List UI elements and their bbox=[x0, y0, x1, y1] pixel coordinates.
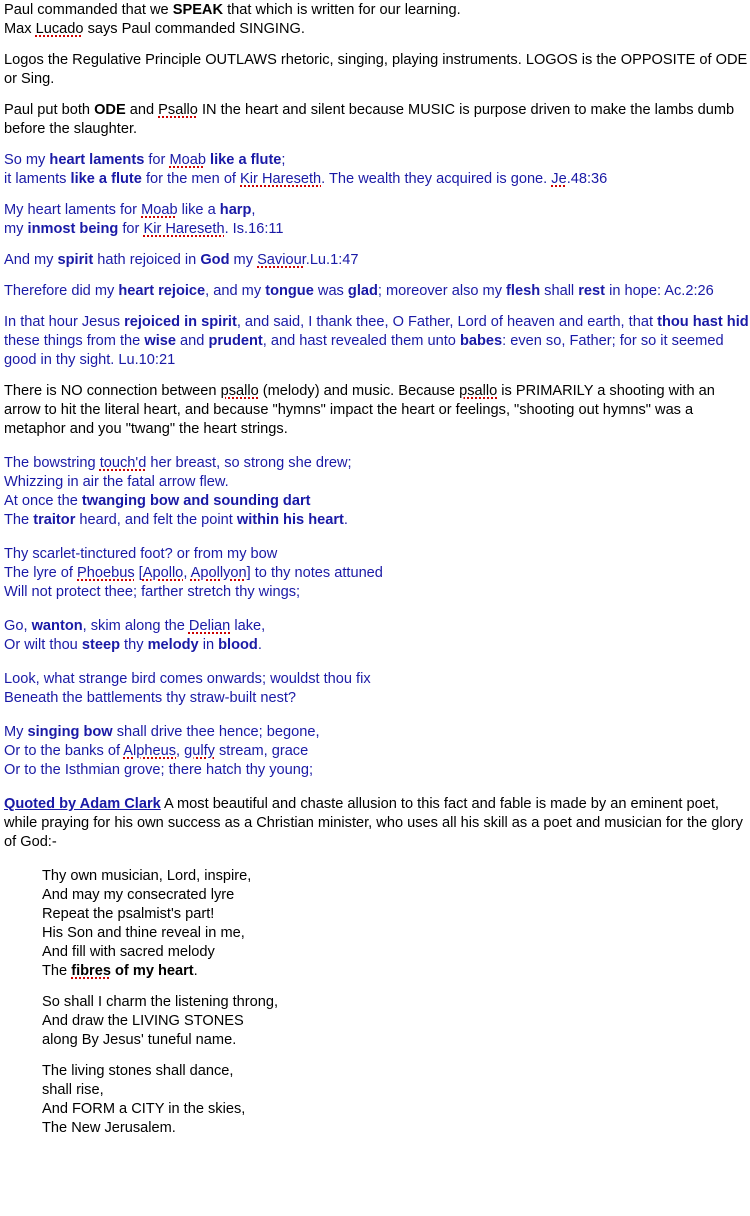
emphasis: glad bbox=[347, 283, 378, 299]
text: , and my bbox=[205, 283, 266, 299]
text: heard, and felt the point bbox=[75, 512, 237, 528]
psallo-paragraph bbox=[4, 382, 750, 439]
emphasis: rejoiced in spirit bbox=[124, 314, 237, 330]
text: lake, bbox=[230, 618, 266, 634]
text: stream, grace bbox=[214, 743, 309, 759]
text: for the men of bbox=[141, 171, 241, 187]
text: , skim along the bbox=[82, 618, 189, 634]
text: Therefore did my bbox=[4, 283, 119, 299]
quote-acts bbox=[4, 282, 750, 301]
emphasis: inmost being bbox=[27, 221, 119, 237]
text: : even so, Father; for so it seemed good in thy sight. Lu.10:21 bbox=[4, 333, 724, 368]
emphasis: thou hast hid bbox=[657, 314, 749, 330]
text: The lyre of bbox=[4, 565, 77, 581]
quote-luke-10 bbox=[4, 313, 750, 370]
text: .Lu.1:47 bbox=[305, 252, 359, 268]
poem-stanza-5 bbox=[4, 723, 750, 780]
text: her breast, so strong she drew; bbox=[146, 455, 352, 471]
spell-flag: Delian bbox=[188, 618, 231, 634]
poem-stanza-3 bbox=[4, 617, 750, 655]
spell-flag: Je bbox=[551, 171, 567, 187]
text: Repeat the psalmist's part! bbox=[42, 906, 215, 922]
text: , bbox=[183, 565, 191, 581]
emphasis: rest bbox=[578, 283, 606, 299]
text: that which is written for our learning. bbox=[223, 2, 461, 18]
text: shall drive thee hence; begone, bbox=[112, 724, 320, 740]
text: ; moreover also my bbox=[377, 283, 507, 299]
emphasis: SPEAK bbox=[172, 2, 224, 18]
text: Will not protect thee; farther stretch thy wings; bbox=[4, 584, 301, 600]
text: The bbox=[42, 963, 72, 979]
text: these things from the bbox=[4, 333, 145, 349]
adam-clark-link[interactable]: Quoted by Adam Clark bbox=[4, 796, 161, 812]
emphasis: within his heart bbox=[236, 512, 344, 528]
emphasis: God bbox=[200, 252, 230, 268]
spell-flag: touch'd bbox=[99, 455, 147, 471]
text: Or wilt thou bbox=[4, 637, 82, 653]
text: ; bbox=[281, 152, 286, 168]
spell-flag: Alpheus bbox=[123, 743, 177, 759]
spell-flag: psallo bbox=[220, 383, 259, 399]
emphasis: wise bbox=[144, 333, 176, 349]
text: My bbox=[4, 724, 28, 740]
emphasis: traitor bbox=[33, 512, 76, 528]
text: my bbox=[4, 221, 28, 237]
emphasis: blood bbox=[218, 637, 258, 653]
emphasis: like a flute bbox=[210, 152, 282, 168]
text: There is NO connection between bbox=[4, 383, 221, 399]
text: My heart laments for bbox=[4, 202, 142, 218]
text: His Son and thine reveal in me, bbox=[42, 925, 245, 941]
text: for bbox=[144, 152, 170, 168]
text: .48:36 bbox=[566, 171, 608, 187]
text: like a bbox=[177, 202, 220, 218]
spell-flag: Kir Hareseth bbox=[240, 171, 322, 187]
text: The bbox=[4, 512, 34, 528]
spell-flag: Apollo bbox=[142, 565, 184, 581]
text: my bbox=[229, 252, 258, 268]
text: Max bbox=[4, 21, 36, 37]
emphasis: tongue bbox=[265, 283, 314, 299]
emphasis: heart rejoice bbox=[118, 283, 206, 299]
spell-flag: Moab bbox=[141, 202, 178, 218]
spell-flag: psallo bbox=[459, 383, 498, 399]
adam-clark-paragraph bbox=[4, 795, 750, 852]
text: was bbox=[313, 283, 348, 299]
text: and bbox=[175, 333, 209, 349]
emphasis: twanging bow and sounding dart bbox=[81, 493, 311, 509]
quote-luke-1 bbox=[4, 251, 750, 270]
spell-flag: Lucado bbox=[35, 21, 84, 37]
text: The living stones shall dance, bbox=[42, 1063, 234, 1079]
text: ] to thy notes attuned bbox=[246, 565, 383, 581]
text: Thy own musician, Lord, inspire, bbox=[42, 868, 252, 884]
text: , and hast revealed them unto bbox=[262, 333, 460, 349]
text: Thy scarlet-tinctured foot? or from my bow bbox=[4, 546, 278, 562]
text: In that hour Jesus bbox=[4, 314, 125, 330]
spell-flag: gulfy bbox=[184, 743, 215, 759]
text: And FORM a CITY in the skies, bbox=[42, 1101, 246, 1117]
emphasis: like a flute bbox=[70, 171, 142, 187]
text: Go, bbox=[4, 618, 32, 634]
text: The bowstring bbox=[4, 455, 100, 471]
text: And fill with sacred melody bbox=[42, 944, 215, 960]
quote-isaiah bbox=[4, 201, 750, 239]
spell-flag: Moab bbox=[169, 152, 206, 168]
text: thy bbox=[119, 637, 148, 653]
emphasis: of my heart bbox=[110, 963, 194, 979]
emphasis: prudent bbox=[208, 333, 263, 349]
text: Paul put both bbox=[4, 102, 95, 118]
text: shall rise, bbox=[42, 1082, 104, 1098]
text: for bbox=[118, 221, 144, 237]
hymn-stanza-2 bbox=[42, 993, 750, 1050]
text: in bbox=[198, 637, 219, 653]
text: shall bbox=[540, 283, 579, 299]
spell-flag: Kir Hareseth bbox=[143, 221, 225, 237]
text: [ bbox=[134, 565, 143, 581]
hymn-stanza-3 bbox=[42, 1062, 750, 1138]
emphasis: harp bbox=[219, 202, 252, 218]
text: The New Jerusalem. bbox=[42, 1120, 176, 1136]
text: , bbox=[251, 202, 256, 218]
text: . bbox=[257, 637, 262, 653]
text: Beneath the battlements thy straw-built nest? bbox=[4, 690, 297, 706]
spell-flag: Saviour bbox=[257, 252, 306, 268]
text: it laments bbox=[4, 171, 71, 187]
text: , and said, I thank thee, O Father, Lord of heaven and earth, that bbox=[236, 314, 658, 330]
text: hath rejoiced in bbox=[93, 252, 201, 268]
text: Look, what strange bird comes onwards; wouldst thou fix bbox=[4, 671, 371, 687]
poem-stanza-2 bbox=[4, 545, 750, 602]
text: says Paul commanded SINGING. bbox=[83, 21, 305, 37]
emphasis: melody bbox=[147, 637, 199, 653]
text: and bbox=[125, 102, 159, 118]
quote-jeremiah bbox=[4, 151, 750, 189]
text: . bbox=[193, 963, 198, 979]
intro-paragraph bbox=[4, 1, 750, 39]
emphasis: singing bow bbox=[27, 724, 113, 740]
emphasis: steep bbox=[81, 637, 120, 653]
spell-flag: Phoebus bbox=[77, 565, 135, 581]
text: . bbox=[343, 512, 348, 528]
emphasis: wanton bbox=[31, 618, 83, 634]
poem-stanza-1 bbox=[4, 454, 750, 530]
hymn-block bbox=[42, 867, 750, 1138]
text: And draw the LIVING STONES bbox=[42, 1013, 244, 1029]
text: along By Jesus' tuneful name. bbox=[42, 1032, 237, 1048]
emphasis: spirit bbox=[57, 252, 94, 268]
text: IN the heart and silent because MUSIC is purpose driven to make the lambs dumb before the slaughter. bbox=[4, 102, 735, 137]
text: Paul commanded that we bbox=[4, 2, 173, 18]
spell-flag: Psallo bbox=[158, 102, 198, 118]
text: At once the bbox=[4, 493, 82, 509]
text: And may my consecrated lyre bbox=[42, 887, 235, 903]
text: (melody) and music. Because bbox=[258, 383, 460, 399]
text: is PRIMARILY a shooting with an arrow to hit the literal heart, and because "hymns" impact the heart or feelings, "shooting out hymns" was a metaphor and you "twang" the heart strings. bbox=[4, 383, 715, 437]
text: . Is.16:11 bbox=[224, 221, 284, 237]
logos-paragraph: Logos the Regulative Principle OUTLAWS rhetoric, singing, playing instruments. LOGOS is the OPPOSITE of ODE or Sing. bbox=[4, 52, 748, 87]
spell-flag: fibres bbox=[71, 963, 111, 979]
spell-flag: Apollyon bbox=[190, 565, 247, 581]
text: Or to the Isthmian grove; there hatch thy young; bbox=[4, 762, 314, 778]
text: So my bbox=[4, 152, 50, 168]
hymn-stanza-1 bbox=[42, 867, 750, 981]
text: And my bbox=[4, 252, 58, 268]
text: Whizzing in air the fatal arrow flew. bbox=[4, 474, 229, 490]
emphasis: babes bbox=[459, 333, 503, 349]
emphasis: ODE bbox=[94, 102, 126, 118]
ode-psallo-paragraph bbox=[4, 101, 750, 139]
text: in hope: Ac.2:26 bbox=[605, 283, 714, 299]
text: . The wealth they acquired is gone. bbox=[321, 171, 552, 187]
text: Or to the banks of bbox=[4, 743, 124, 759]
text: So shall I charm the listening throng, bbox=[42, 994, 279, 1010]
emphasis: heart laments bbox=[49, 152, 145, 168]
emphasis: flesh bbox=[506, 283, 541, 299]
text: , bbox=[176, 743, 185, 759]
poem-stanza-4 bbox=[4, 670, 750, 708]
text: A most beautiful and chaste allusion to this fact and fable is made by an eminent poet, while praying for his own success as a Christian minister, who uses all his skill as a poet and musician for the glory of God:- bbox=[4, 796, 743, 850]
